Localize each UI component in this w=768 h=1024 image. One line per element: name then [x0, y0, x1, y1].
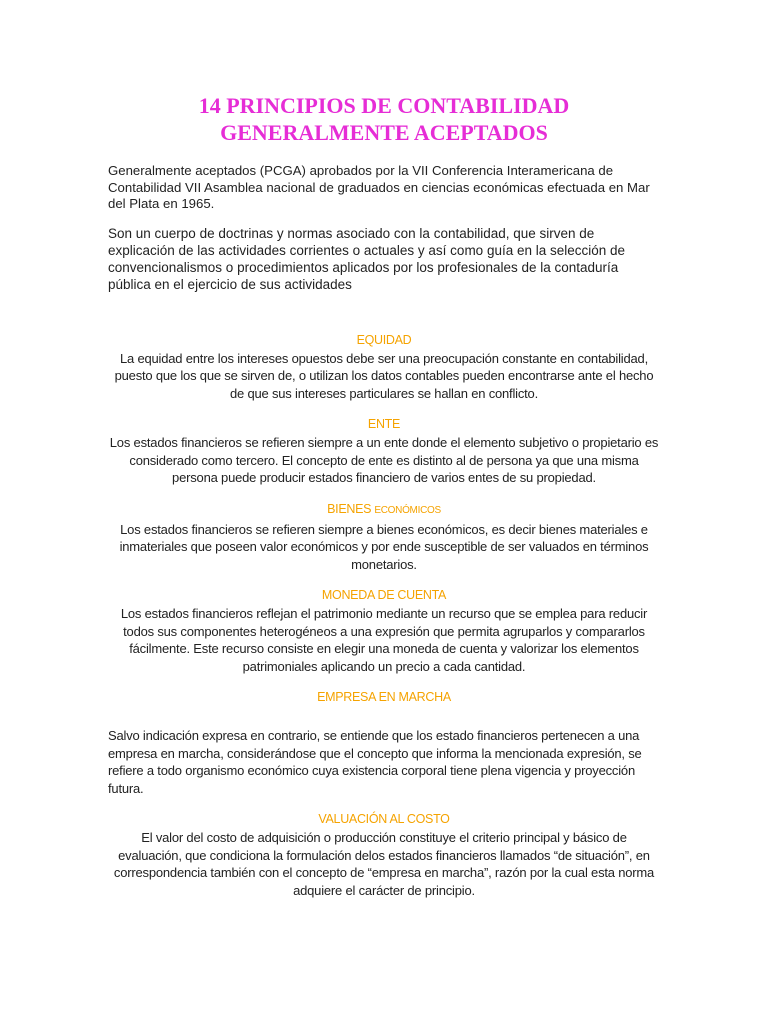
section-heading-small: ECONÓMICOS — [374, 504, 441, 516]
intro-paragraph-2: Son un cuerpo de doctrinas y normas asociado con la contabilidad, que sirven de explicación de las actividades corrientes o actuales y así como guía en la selección de convencionalismos o procedimientos aplicados por los profesionales de la contaduría pública en el ejercicio de sus actividades — [108, 225, 626, 292]
section-body: El valor del costo de adquisición o producción constituye el criterio principal y básico de evaluación, que condiciona la formulación delos estados financieros llamados “de situación”, en correspondencia también con el concepto de “empresa en marcha”, razón por la cual esta norma adquiere el carácter de principio. — [113, 830, 655, 898]
section-body: Salvo indicación expresa en contrario, se entiende que los estado financieros pertenecen a una empresa en marcha, considerándose que el concepto que informa la mencionada expresión, se refiere a todo organismo económico cuya existencia corporal tiene plena vigencia y proyección futura. — [108, 728, 642, 796]
section-heading: ENTE — [367, 417, 401, 431]
section-body: Los estados financieros reflejan el patrimonio mediante un recurso que se emplea para reducir todos sus componentes heterogéneos a una expresión que permita agruparlos y compararlos fácilmente. Este recurso consiste en elegir una moneda de cuenta y valorizar los elementos patrimoniales aplicando un precio a cada cantidad. — [120, 606, 648, 674]
section-valuacion-al-costo — [108, 811, 660, 899]
section-heading: EQUIDAD — [356, 332, 412, 347]
section-body: Los estados financieros se refieren siempre a bienes económicos, es decir bienes materiales e inmateriales que poseen valor económicos y por ende susceptible de ser valuados en términos monetarios. — [119, 521, 649, 572]
intro-paragraph-1: Generalmente aceptados (PCGA) aprobados por la VII Conferencia Interamericana de Contabilidad VII Asamblea nacional de graduados en ciencias económicas efectuada en Mar del Plata en 1965. — [108, 163, 650, 211]
title-line-2: GENERALMENTE ACEPTADOS — [220, 120, 548, 145]
section-heading: EMPRESA EN MARCHA — [317, 690, 451, 704]
section-heading-main: BIENES — [327, 501, 372, 516]
page-title — [108, 92, 660, 146]
section-heading: MONEDA DE CUENTA — [321, 588, 447, 602]
section-ente — [108, 416, 660, 487]
section-body: La equidad entre los intereses opuestos debe ser una preocupación constante en contabilidad, puesto que los que se sirven de, o utilizan los datos contables pueden encontrarse ante el hecho de que sus intereses particulares se hallan en conflicto. — [114, 350, 654, 401]
section-heading — [108, 501, 660, 519]
section-empresa-en-marcha — [108, 689, 660, 797]
section-body: Los estados financieros se refieren siempre a un ente donde el elemento subjetivo o propietario es considerado como tercero. El concepto de ente es distinto al de persona ya que una misma persona puede producir estados financiero de varios entes de su propiedad. — [109, 435, 659, 485]
section-moneda-de-cuenta — [108, 587, 660, 675]
section-equidad — [108, 332, 660, 403]
title-line-1: 14 PRINCIPIOS DE CONTABILIDAD — [198, 93, 570, 118]
section-bienes-economicos — [108, 501, 660, 574]
section-heading: VALUACIÓN AL COSTO — [318, 812, 450, 826]
